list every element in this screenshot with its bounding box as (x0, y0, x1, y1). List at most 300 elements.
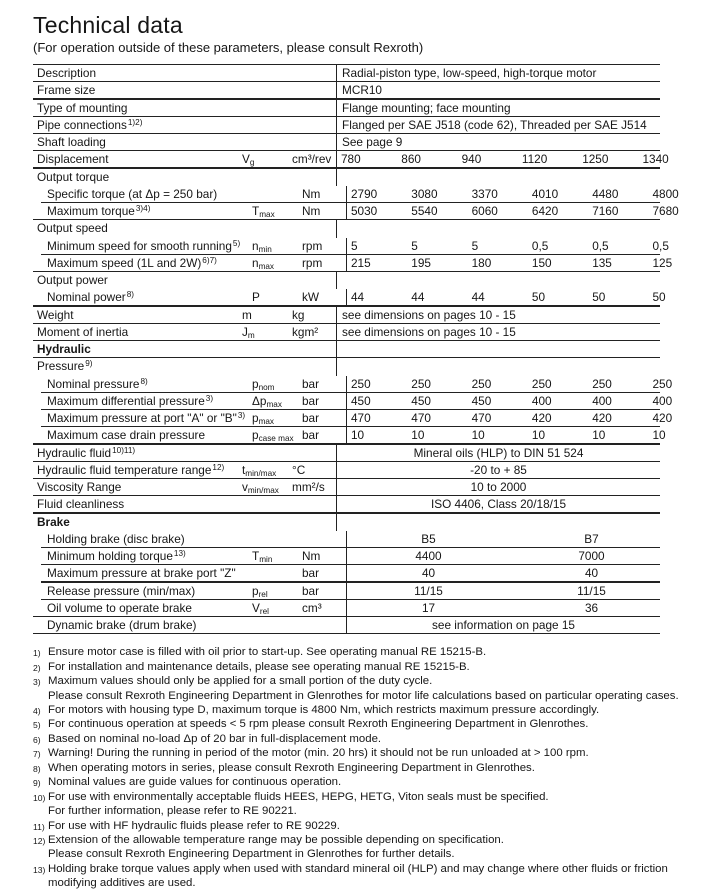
row-values (336, 358, 660, 375)
row-label (33, 100, 242, 117)
symbol-base: n (252, 255, 259, 270)
value-span: Flanged per SAE J518 (code 62), Threaded per SAE J514 (342, 117, 647, 132)
footnote-line (33, 703, 718, 717)
table-row (33, 358, 660, 375)
symbol-subscript: max (258, 417, 275, 426)
footnote-marker: 4) (33, 706, 41, 716)
row-label-text: Moment of inertia (37, 324, 129, 339)
footnote-ref: 9) (85, 359, 93, 369)
value-cell: 150 (531, 255, 552, 270)
footnote-line (33, 819, 718, 833)
symbol-base: T (252, 549, 260, 563)
row-symbol (252, 531, 302, 548)
footnote-ref: 12) (212, 462, 225, 472)
table-row (33, 169, 660, 186)
row-label-text: Maximum differential pressure (47, 393, 205, 408)
row-unit: rpm (302, 255, 323, 270)
footnote-text: For use with HF hydraulic fluids please refer to RE 90229. (48, 819, 340, 832)
value-cell: 4800 (652, 186, 679, 201)
value-cell: 10 (471, 428, 485, 443)
value-cell: 0,5 (652, 238, 669, 253)
row-label-text: Minimum holding torque (47, 549, 173, 563)
symbol-subscript: min/max (245, 468, 277, 478)
row-values (336, 117, 660, 134)
value-cell: 5030 (351, 204, 378, 218)
footnote-marker: 3) (33, 677, 41, 688)
table-row (33, 462, 660, 479)
footnote-ref: 1)2) (127, 117, 143, 127)
value-cell: 250 (351, 376, 371, 391)
row-unit (302, 531, 346, 548)
value-span: Mineral oils (HLP) to DIN 51 524 (413, 445, 584, 460)
value-cell: 5540 (411, 204, 438, 218)
row-label (33, 514, 242, 531)
value-cell: 135 (592, 255, 612, 270)
table-row (33, 100, 660, 117)
row-unit (292, 341, 336, 358)
row-values (346, 203, 709, 220)
row-unit: Nm (302, 549, 321, 563)
table-row (33, 82, 660, 99)
value-cell: 250 (652, 376, 673, 391)
row-symbol (252, 238, 302, 255)
row-label-text: Maximum torque (47, 204, 135, 218)
value-cell: 5 (471, 238, 479, 253)
row-label (33, 445, 242, 462)
value-span: see dimensions on pages 10 - 15 (342, 324, 516, 339)
row-label-text: Pressure (37, 359, 85, 374)
row-symbol (252, 393, 302, 410)
value-cell: 1340 (642, 152, 669, 167)
symbol-subscript: max (266, 399, 282, 409)
value-span: MCR10 (342, 83, 382, 98)
row-values (346, 565, 673, 582)
row-label (33, 548, 252, 565)
symbol-subscript: nom (258, 382, 275, 392)
row-values (346, 617, 660, 634)
row-label-text: Fluid cleanliness (37, 497, 125, 512)
value-cell: 10 (411, 428, 425, 443)
footnote-marker (33, 804, 48, 818)
value-cell: 780 (341, 152, 361, 167)
row-values (336, 65, 660, 82)
row-label (33, 376, 252, 393)
row-unit (292, 169, 336, 186)
value-cell: 250 (411, 376, 431, 391)
row-label-text: Release pressure (min/max) (47, 583, 196, 598)
row-label-text: Holding brake (disc brake) (47, 531, 185, 546)
row-unit: Nm (302, 204, 321, 218)
row-label (33, 117, 242, 134)
row-symbol (242, 462, 292, 479)
row-values (336, 151, 699, 168)
row-label (33, 151, 242, 168)
row-label (33, 410, 252, 427)
value-cell: 36 (584, 600, 599, 615)
row-values (346, 583, 673, 600)
row-label-text: Weight (37, 307, 74, 322)
value-cell: 6420 (531, 204, 559, 218)
footnote-text: Maximum values should only be applied for a small portion of the duty cycle. (48, 675, 433, 688)
footnote-text: Extension of the allowable temperature range may be possible depending on specification. (48, 833, 504, 846)
row-label (33, 307, 242, 324)
footnote-text: Holding brake torque values apply when used with standard mineral oil (HLP) and may change where other fluids or friction (48, 862, 668, 875)
table-row (33, 307, 660, 324)
value-cell: 195 (411, 255, 431, 270)
value-cell: 400 (531, 393, 552, 408)
row-symbol (252, 565, 302, 582)
table-row (33, 151, 669, 168)
row-unit: rpm (302, 238, 323, 253)
symbol-subscript: m (247, 330, 255, 340)
table-row (33, 548, 660, 565)
row-label-text: Hydraulic fluid temperature range (37, 462, 212, 477)
row-label (33, 531, 252, 548)
row-label (33, 82, 242, 99)
value-cell: 10 (531, 428, 546, 443)
footnote-ref: 8) (140, 376, 148, 386)
row-symbol (242, 307, 292, 324)
row-values (346, 531, 673, 548)
footnote-marker: 11) (33, 821, 45, 832)
value-cell: 450 (471, 393, 492, 408)
table-row (33, 272, 660, 289)
symbol-subscript: rel (259, 606, 269, 616)
value-cell: 470 (351, 411, 371, 425)
table-row (33, 65, 660, 82)
row-unit: bar (302, 428, 320, 443)
footnote-text: modifying additives are used. (48, 877, 196, 890)
row-label-text: Frame size (37, 83, 96, 98)
row-label (33, 65, 242, 82)
value-cell: B7 (584, 531, 599, 546)
value-cell: 44 (471, 290, 485, 305)
table-row (33, 376, 673, 393)
row-symbol (242, 479, 292, 496)
row-label-text: Nominal power (47, 290, 126, 305)
footnote-marker: 9) (33, 778, 41, 789)
table-row (33, 393, 673, 410)
row-label (33, 427, 252, 444)
footnote-ref: 6)7) (202, 255, 217, 265)
value-cell: 420 (531, 411, 552, 425)
footnote-text: For motors with housing type D, maximum torque is 4800 Nm, which restricts maximum pressure accordingly. (48, 704, 600, 716)
row-unit (292, 496, 336, 513)
row-values (346, 410, 709, 427)
row-symbol (242, 341, 292, 358)
page-title: Technical data (33, 12, 183, 38)
footnote-line (33, 775, 718, 789)
row-symbol (252, 427, 302, 444)
row-label-text: Specific torque (at Δp = 250 bar) (47, 186, 218, 201)
row-values (336, 307, 660, 324)
footnote-ref: 3) (237, 411, 246, 420)
footnote-text: For use with environmentally acceptable fluids HEES, HEPG, HETG, Viton seals must be specified. (48, 790, 549, 803)
row-unit: bar (302, 411, 320, 425)
row-values (336, 514, 660, 531)
value-cell: 7680 (652, 204, 679, 218)
table-row (33, 220, 660, 237)
row-label (33, 324, 242, 341)
row-values (346, 548, 673, 565)
table-row (33, 134, 660, 151)
page-header (0, 0, 718, 56)
row-values (336, 82, 660, 99)
row-symbol (252, 186, 302, 203)
row-unit: cm³/rev (292, 152, 332, 167)
row-unit (302, 617, 346, 634)
symbol-base: P (252, 290, 260, 305)
row-values (336, 100, 660, 117)
footnote-text: Please consult Rexroth Engineering Department in Glenrothes for further details. (48, 848, 455, 861)
row-symbol (252, 617, 302, 634)
table-row (33, 600, 660, 617)
footnote-text: Nominal values are guide values for continuous operation. (48, 776, 342, 789)
row-unit: cm³ (302, 600, 322, 615)
row-label-text: Output torque (37, 169, 110, 184)
value-cell: 11/15 (577, 583, 606, 598)
value-cell: 470 (471, 411, 492, 425)
symbol-subscript: max (259, 210, 275, 219)
table-row (33, 496, 660, 513)
row-symbol (252, 583, 302, 600)
value-cell: 44 (411, 290, 425, 305)
row-label (33, 600, 252, 617)
footnote-text: When operating motors in series, please consult Rexroth Engineering Department in Glenrothes. (48, 761, 535, 774)
value-span: 10 to 2000 (470, 480, 527, 494)
symbol-base: p (252, 411, 259, 425)
value-cell: 17 (421, 600, 436, 615)
row-label (33, 169, 242, 186)
row-unit: mm²/s (292, 480, 325, 494)
footnote-line (33, 746, 718, 760)
footnote-line (33, 660, 718, 674)
row-symbol (252, 203, 302, 220)
row-label (33, 134, 242, 151)
symbol-subscript: min (258, 244, 272, 254)
row-unit (292, 82, 336, 99)
table-row (33, 583, 660, 600)
value-cell: 400 (592, 393, 612, 408)
row-symbol (252, 376, 302, 393)
value-cell: 400 (652, 393, 673, 408)
footnote-ref: 13) (173, 549, 186, 558)
table-row (33, 255, 673, 272)
value-cell: B5 (421, 531, 436, 546)
footnote-ref: 3)4) (135, 204, 151, 213)
footnote-marker: 12) (33, 835, 46, 846)
symbol-subscript: max (258, 261, 275, 271)
row-unit: °C (292, 462, 306, 477)
value-cell: 940 (461, 152, 482, 167)
value-cell: 7160 (592, 204, 619, 218)
row-label (33, 341, 242, 358)
value-cell: 250 (471, 376, 492, 391)
row-unit (292, 134, 336, 151)
footnote-ref: 5) (232, 238, 241, 248)
value-span: see dimensions on pages 10 - 15 (342, 307, 516, 322)
value-span: Radial-piston type, low-speed, high-torque motor (342, 66, 597, 80)
footnote-line (33, 761, 718, 775)
row-label (33, 358, 242, 375)
value-cell: 5 (351, 238, 358, 253)
row-label (33, 220, 242, 237)
symbol-base: Δp (252, 393, 267, 408)
row-symbol (242, 514, 292, 531)
row-label (33, 479, 242, 496)
row-unit (292, 514, 336, 531)
row-unit (292, 117, 336, 134)
row-label (33, 565, 252, 582)
row-unit: Nm (302, 186, 321, 201)
row-symbol (252, 410, 302, 427)
row-label (33, 289, 252, 306)
footnote-marker: 10) (33, 792, 46, 803)
row-symbol (242, 82, 292, 99)
value-cell: 3370 (471, 186, 498, 201)
symbol-base: J (242, 324, 248, 339)
value-span: ISO 4406, Class 20/18/15 (430, 497, 567, 512)
row-values (336, 445, 660, 462)
row-symbol (252, 600, 302, 617)
row-unit (292, 220, 336, 237)
row-label-text: Nominal pressure (47, 376, 140, 391)
value-cell: 7000 (578, 549, 605, 563)
value-cell: 450 (411, 393, 431, 408)
row-values (346, 186, 709, 203)
row-label-text: Output power (37, 273, 108, 287)
row-label (33, 186, 252, 203)
footnote-text: Please consult Rexroth Engineering Department in Glenrothes for motor life calculations based on particular operating cases. (48, 689, 679, 702)
value-cell: 0,5 (592, 238, 609, 253)
value-cell: 860 (401, 152, 421, 167)
row-label-text: Dynamic brake (drum brake) (47, 618, 197, 632)
row-label-text: Maximum speed (1L and 2W) (47, 255, 202, 270)
footnote-text: For installation and maintenance details, please see operating manual RE 15215-B. (48, 660, 470, 673)
value-cell: 2790 (351, 186, 378, 201)
value-cell: 1250 (582, 152, 609, 167)
symbol-base: v (242, 480, 248, 494)
row-values (336, 272, 660, 289)
row-unit: kW (302, 290, 320, 305)
row-symbol (242, 169, 292, 186)
row-label-text: Maximum pressure at port "A" or "B" (47, 411, 237, 425)
table-row (33, 117, 660, 134)
row-label-text: Oil volume to operate brake (47, 600, 192, 615)
symbol-subscript: min (259, 555, 273, 564)
row-label-text: Viscosity Range (37, 480, 122, 494)
row-values (336, 479, 660, 496)
value-cell: 4010 (531, 186, 559, 201)
value-cell: 44 (351, 290, 365, 305)
symbol-subscript: min/max (247, 486, 279, 495)
footnote-marker: 7) (33, 749, 41, 760)
symbol-base: p (252, 428, 259, 443)
row-label (33, 462, 242, 479)
footnote-line (33, 833, 718, 847)
row-symbol (242, 151, 292, 168)
table-row (33, 445, 660, 462)
row-label-text: Pipe connections (37, 117, 127, 132)
value-cell: 250 (531, 376, 552, 391)
row-values (346, 238, 709, 255)
row-symbol (242, 445, 292, 462)
row-unit (292, 358, 336, 375)
value-cell: 4400 (415, 549, 442, 563)
footnote-marker: 8) (33, 763, 41, 774)
row-label (33, 203, 252, 220)
footnote-ref: 8) (126, 290, 134, 300)
table-row (33, 186, 679, 203)
row-values (336, 134, 660, 151)
row-symbol (242, 324, 292, 341)
row-values (346, 393, 709, 410)
row-unit: bar (302, 376, 320, 391)
row-label-text: Shaft loading (37, 135, 106, 149)
row-symbol (242, 117, 292, 134)
page-subtitle: (For operation outside of these parameters, please consult Rexroth) (33, 40, 424, 55)
value-cell: 250 (592, 376, 612, 391)
value-cell: 4480 (592, 186, 619, 201)
value-cell: 420 (592, 411, 612, 425)
value-span: See page 9 (342, 135, 403, 149)
row-symbol (242, 220, 292, 237)
footnote-text: Ensure motor case is filled with oil prior to start-up. See operating manual RE 15215-B. (48, 646, 487, 659)
footnote-line (33, 732, 718, 746)
value-cell: 5 (411, 238, 418, 253)
row-values (346, 289, 709, 306)
value-cell: 215 (351, 255, 371, 270)
value-cell: 10 (351, 428, 365, 443)
row-values (346, 427, 709, 444)
row-unit (292, 445, 336, 462)
row-symbol (242, 100, 292, 117)
footnote-line (33, 847, 718, 861)
value-cell: 180 (471, 255, 492, 270)
row-label (33, 583, 252, 600)
row-unit: kg (292, 307, 305, 322)
value-cell: 10 (652, 428, 666, 443)
symbol-base: T (252, 204, 260, 218)
footnote-line (33, 717, 718, 731)
symbol-base: m (242, 307, 252, 322)
footnote-marker: 13) (33, 864, 46, 875)
footnote-text: For further information, please refer to RE 90221. (48, 805, 297, 818)
row-values (346, 600, 673, 617)
symbol-base: p (252, 376, 259, 391)
footnote-marker: 1) (33, 648, 41, 659)
symbol-base: p (252, 583, 259, 598)
footnote-line (33, 804, 718, 818)
row-label (33, 393, 252, 410)
symbol-subscript: g (249, 158, 255, 168)
row-unit: kgm² (292, 324, 319, 339)
value-span: see information on page 15 (432, 618, 575, 632)
footnote-line (33, 790, 718, 804)
table-row (33, 289, 666, 306)
table-row (33, 565, 660, 582)
row-label-text: Minimum speed for smooth running (47, 238, 232, 253)
row-label-text: Brake (37, 514, 70, 529)
row-symbol (242, 272, 292, 289)
row-unit (292, 65, 336, 82)
value-cell: 1120 (521, 152, 548, 167)
row-symbol (252, 255, 302, 272)
footnote-marker (33, 689, 48, 703)
row-values (336, 341, 660, 358)
footnote-text: For continuous operation at speeds < 5 rpm please consult Rexroth Engineering Department in Glenrothes. (48, 718, 589, 731)
footnote-line (33, 862, 718, 876)
